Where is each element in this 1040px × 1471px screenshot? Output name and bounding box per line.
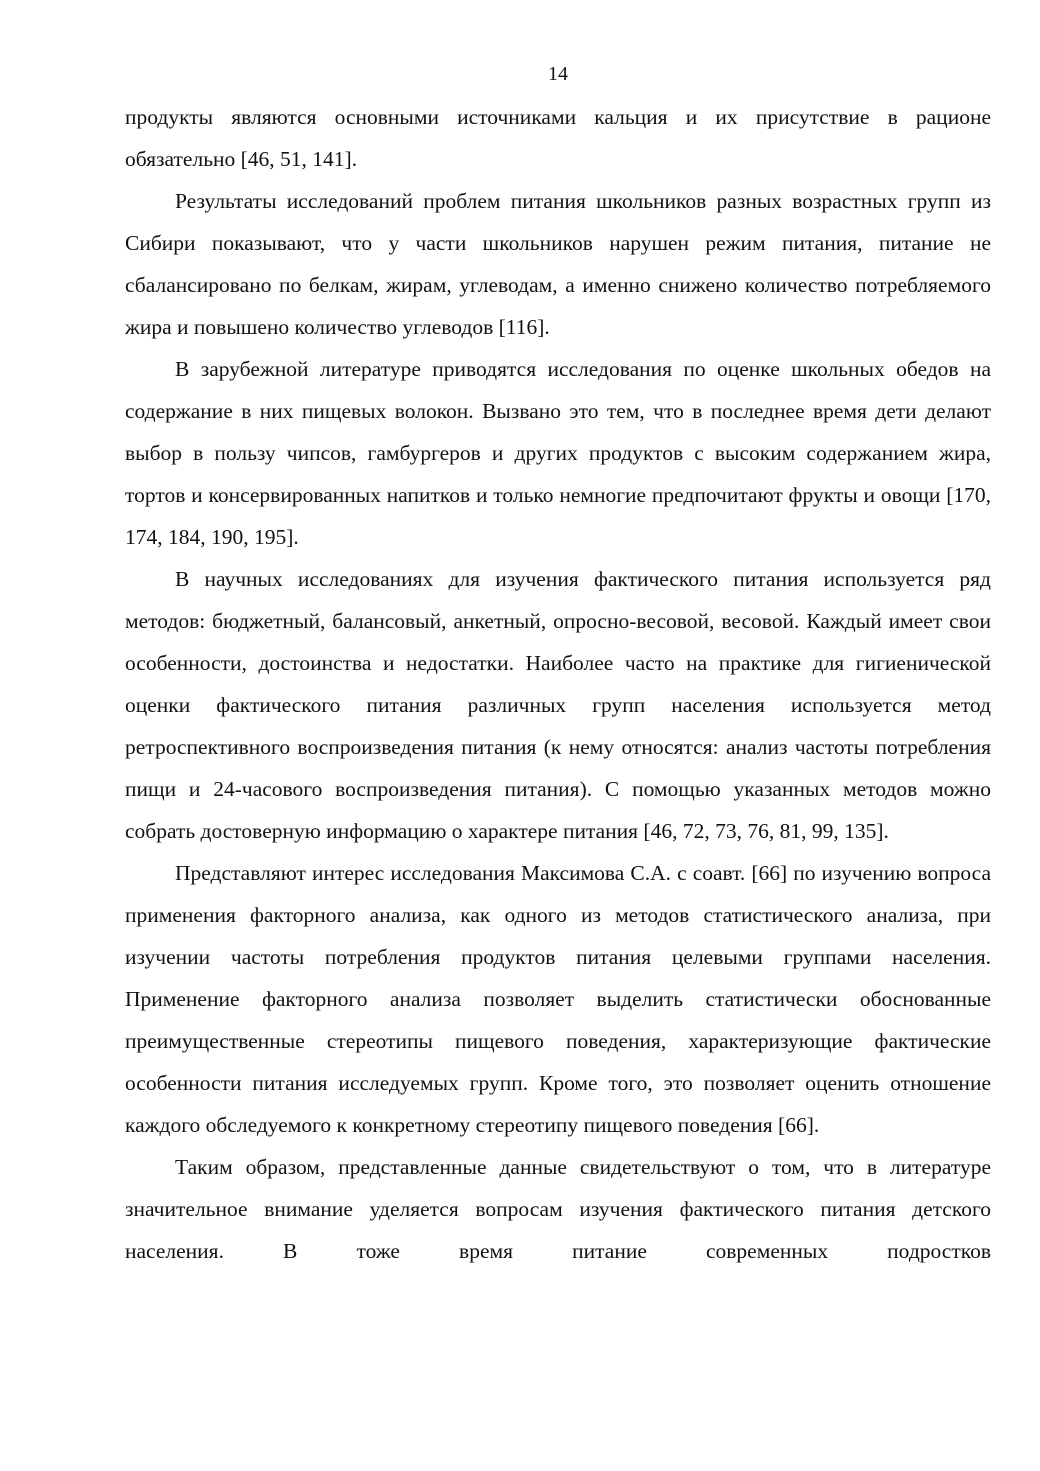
paragraph-factor-analysis: Представляют интерес исследования Максимова С.А. с соавт. [66] по изучению вопроса применения факторного анализа, как одного из методов статистического анализа, при изучении частоты потребления продуктов питания целевыми группами населения. Применение факторного анализа позволяет выделить статистически обоснованные преимущественные стереотипы пищевого поведения, характеризующие фактические особенности питания исследуемых групп. Кроме того, это позволяет оценить отношение каждого обследуемого к конкретному стереотипу пищевого поведения [66]. [125, 861, 991, 1137]
paragraph-continuation: продукты являются основными источниками кальция и их присутствие в рационе обязательно [46, 51, 141]. [125, 105, 991, 171]
page-number: 14 [548, 63, 568, 85]
paragraph-foreign-literature: В зарубежной литературе приводятся исследования по оценке школьных обедов на содержание в них пищевых волокон. Вызвано это тем, что в последнее время дети делают выбор в пользу чипсов, гамбургеров и других продуктов с высоким содержанием жира, тортов и консервированных напитков и только немногие предпочитают фрукты и овощи [170, 174, 184, 190, 195]. [125, 357, 991, 549]
paragraph-siberia-study: Результаты исследований проблем питания школьников разных возрастных групп из Сибири показывают, что у части школьников нарушен режим питания, питание не сбалансировано по белкам, жирам, углеводам, а именно снижено количество потребляемого жира и повышено количество углеводов [116]. [125, 189, 991, 339]
body-text [125, 96, 991, 1272]
paragraph-conclusion: Таким образом, представленные данные свидетельствуют о том, что в литературе значительное внимание уделяется вопросам изучения фактического питания детского населения. В тоже время питание современных подростков [125, 1155, 991, 1263]
paragraph-research-methods: В научных исследованиях для изучения фактического питания используется ряд методов: бюджетный, балансовый, анкетный, опросно-весовой, весовой. Каждый имеет свои особенности, достоинства и недостатки. Наиболее часто на практике для гигиенической оценки фактического питания различных групп населения используется метод ретроспективного воспроизведения питания (к нему относятся: анализ частоты потребления пищи и 24-часового воспроизведения питания). С помощью указанных методов можно собрать достоверную информацию о характере питания [46, 72, 73, 76, 81, 99, 135]. [125, 567, 991, 843]
